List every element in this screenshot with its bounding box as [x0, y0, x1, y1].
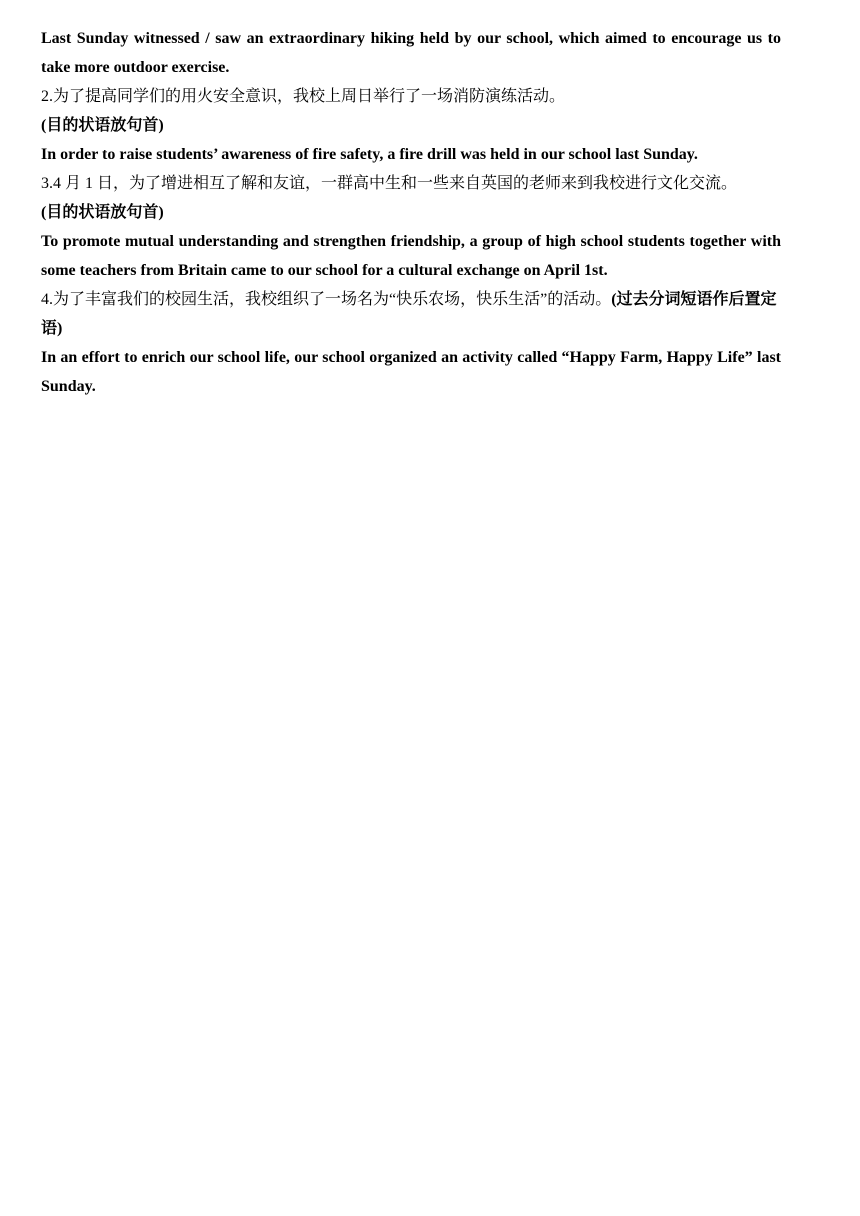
prompt-2: 2.为了提高同学们的用火安全意识，我校上周日举行了一场消防演练活动。: [41, 88, 566, 105]
prompt-3: 3.4 月 1 日，为了增进相互了解和友谊，一群高中生和一些来自英国的老师来到我校进行文化交流。: [41, 175, 738, 192]
hint-4: (过去分词短语作后置定语): [41, 291, 777, 337]
answer-3: To promote mutual understanding and strengthen friendship, a group of high school students together with some teachers from Britain came to our school for a cultural exchange on April 1st.: [41, 233, 781, 279]
hint-3: (目的状语放句首): [41, 204, 164, 221]
answer-2: In order to raise students’ awareness of fire safety, a fire drill was held in our school last Sunday.: [41, 146, 698, 163]
hint-2: (目的状语放句首): [41, 117, 164, 134]
answer-1: Last Sunday witnessed / saw an extraordinary hiking held by our school, which aimed to encourage us to take more outdoor exercise.: [41, 30, 781, 76]
prompt-4: [41, 285, 781, 343]
prompt-4-text: 4.为了丰富我们的校园生活，我校组织了一场名为“快乐农场，快乐生活”的活动。: [41, 291, 612, 308]
answer-4: In an effort to enrich our school life, our school organized an activity called “Happy Farm, Happy Life” last Sunday.: [41, 349, 781, 395]
document-page: [41, 24, 781, 401]
